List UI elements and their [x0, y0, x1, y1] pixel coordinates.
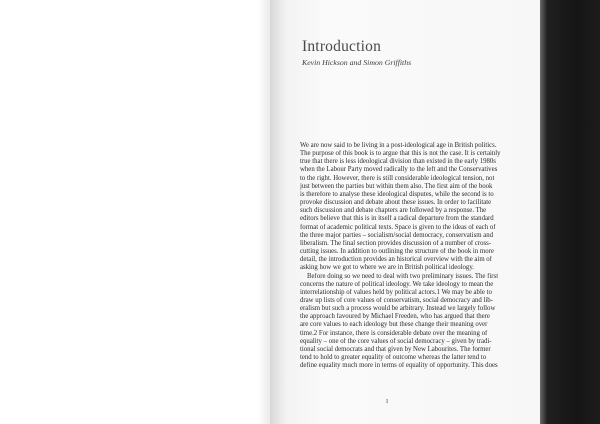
body-line: time.2 For instance, there is considerable debate over the meaning of — [300, 329, 488, 337]
body-line: true that there is less ideological division than existed in the early 1980s — [300, 158, 496, 166]
body-line: when the Labour Party moved radically to the left and the Conservatives — [300, 166, 498, 174]
chapter-title: Introduction — [302, 38, 382, 55]
body-line: The purpose of this book is to argue that this is not the case. It is certainly — [300, 150, 501, 158]
body-line: provoke discussion and debate about these issues. In order to facilitate — [300, 199, 492, 207]
body-line: format of academic political texts. Space is given to the ideas of each of — [300, 223, 496, 231]
body-line: such discussion and debate chapters are followed by a response. The — [300, 207, 487, 215]
body-line: the three major parties – socialism/social democracy, conservatism and — [300, 231, 494, 239]
body-line: eralism but such a process would be arbitrary. Instead we largely follow — [300, 305, 496, 313]
body-line: concerns the nature of political ideology. We take ideology to mean the — [300, 280, 494, 288]
body-line: to the right. However, there is still considerable ideological tension, not — [300, 174, 495, 182]
body-line: cutting issues. In addition to outlining the structure of the book in more — [300, 248, 494, 256]
body-line: just between the parties but within them also. The first aim of the book — [300, 182, 493, 190]
body-line: is therefore to analyse these ideological disputes, while the second is to — [300, 190, 494, 198]
body-line: tend to hold to greater equality of outcome whereas the latter tend to — [300, 354, 487, 362]
page-number: 1 — [385, 398, 389, 405]
body-line: tional social democrats and that given by New Labourites. The former — [300, 345, 491, 353]
body-line: liberalism. The final section provides discussion of a number of cross- — [300, 239, 492, 247]
body-line: detail, the introduction provides an historical overview with the aim of — [300, 256, 492, 264]
body-line: Before doing so we need to deal with two preliminary issues. The first — [307, 272, 499, 280]
body-line: the approach favoured by Michael Freeden, who has argued that there — [300, 313, 490, 321]
body-line: draw up lists of core values of conservatism, social democracy and lib- — [300, 296, 493, 304]
body-line: define equality much more in terms of equality of opportunity. This does — [300, 362, 498, 370]
body-line: interrelationship of values held by political actors.1 We may be able to — [300, 288, 492, 296]
scanner-dark-edge — [540, 0, 600, 424]
body-line: asking how we got to where we are in British political ideology. — [300, 264, 474, 272]
chapter-authors: Kevin Hickson and Simon Griffiths — [302, 58, 412, 67]
chapter-body-text — [300, 142, 526, 370]
body-line: editors believe that this is in itself a radical departure from the standard — [300, 215, 494, 223]
body-line: We are now said to be living in a post-ideological age in British politics. — [300, 142, 497, 149]
body-line: equality – one of the core values of social democracy – given by tradi- — [300, 337, 492, 345]
body-line: are core values to each ideology but these change their meaning over — [300, 321, 488, 329]
